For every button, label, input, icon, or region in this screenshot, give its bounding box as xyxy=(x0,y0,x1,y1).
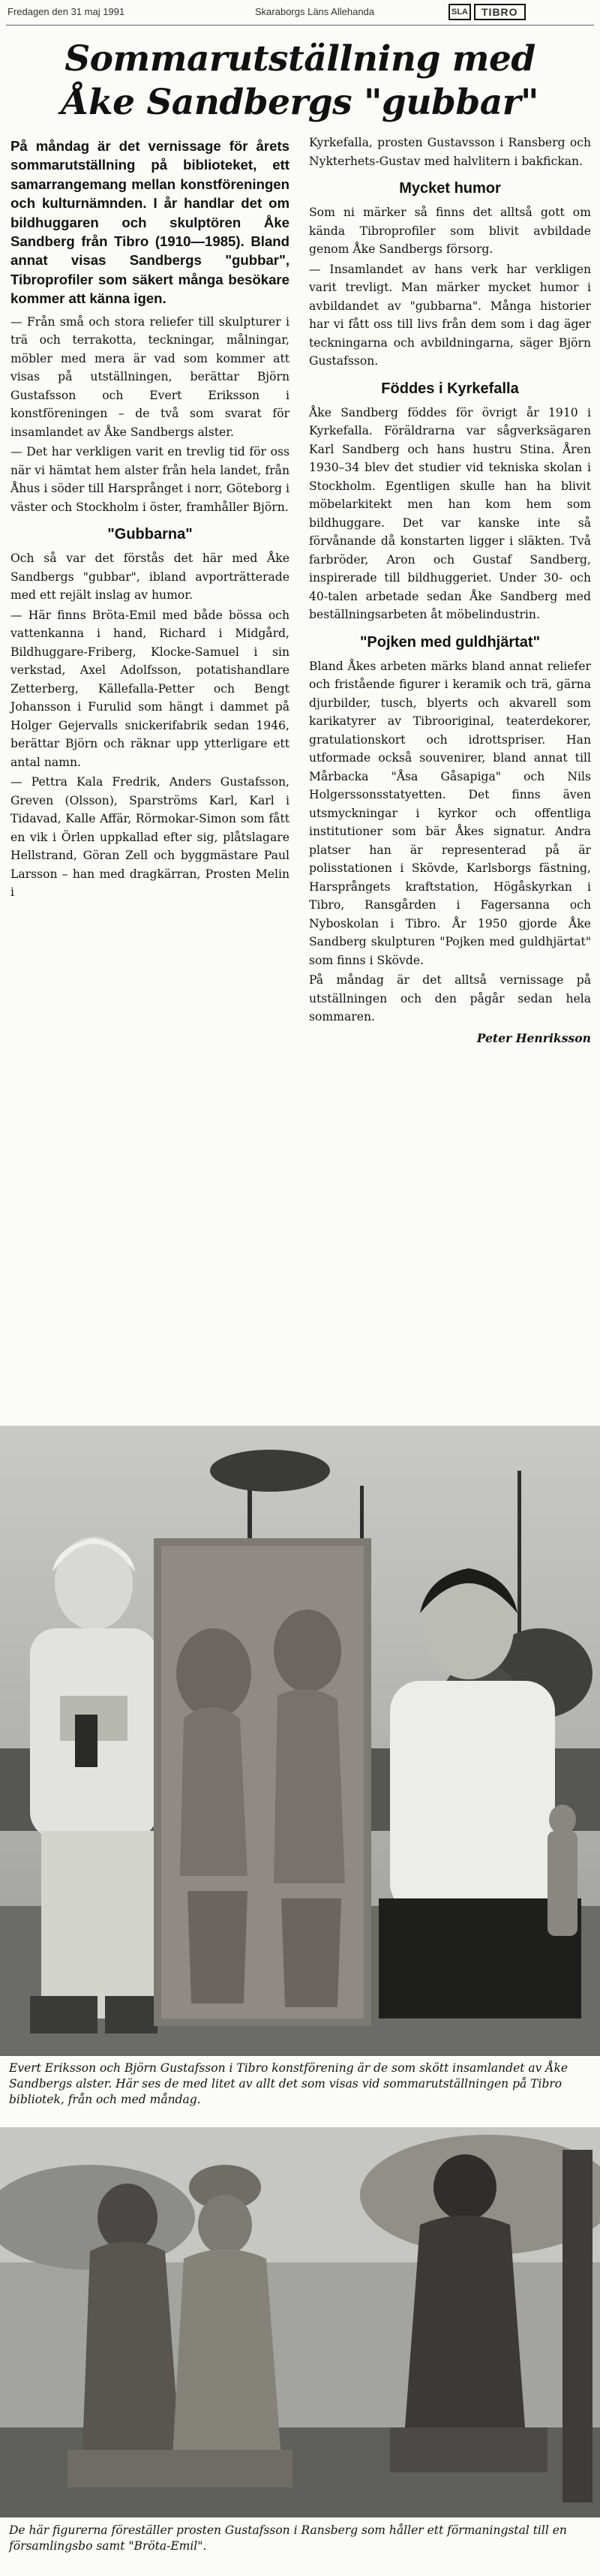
headline-line-1: Sommarutställning med xyxy=(64,38,536,80)
masthead-place: TIBRO xyxy=(474,4,526,20)
subheading-pojken-med-guldhjartat: "Pojken med guldhjärtat" xyxy=(359,633,541,651)
sla-logo-badge: SLA xyxy=(448,4,471,20)
photo-men-with-relief-image xyxy=(0,1426,600,2056)
author-signature: Peter Henriksson xyxy=(476,1030,591,1045)
subheading-gubbarna: "Gubbarna" xyxy=(107,526,193,543)
article-paragraph: Bland Åkes arbeten märks bland annat reliefer och fristående figurer i keramik och trä, gärna djurbilder, tusch, blyerts och akvarell som karikatyrer av Tibrooriginal, teaterdekorer, gratulationskort och idrottspriser. Han utformade också souvenirer, bland annat till Mårbacka "Åsa Gåsapiga" och Nils Holgerssonsstatyetten. Det finns även utsmyckningar i kyrkor och offentliga institutioner som bär Åkes signatur. Andra platser han är representerad på är polisstationen i Skövde, Karlsborgs fästning, Harsprångets kraftstation, Högåskyrkan i Tibro, Ransgården i Fagersanna och Nyboskolan i Tibro. År 1950 gjorde Åke Sandberg skulpturen "Pojken med guldhjärtat" som finns i Skövde. xyxy=(309,659,591,967)
article-paragraph: — Pettra Kala Fredrik, Anders Gustafsson, Greven (Olsson), Sparströms Karl, Karl i Tidavad, Kalle Affär, Rörmokar-Simon som fått en vik i Örlen uppkallad efter sig, plåtslagare Hellstrand, Göran Zell och byggmästare Paul Larsson – han med dragkärran, Prosten Melin i xyxy=(10,775,290,900)
article-paragraph: — Här finns Bröta-Emil med både bössa och vattenkanna i hand, Richard i Midgård, Bildhuggare-Friberg, Klocke-Samuel i sin verkstad, Axel Adolfsson, potatishandlare Zetterberg, Källefalla-Petter och Bengt Johansson i Furulid som hängt i dammet på Holger Gejervalls snickerifabrik sedan 1946, berättar Björn och räknar upp ytterligare ett antal namn. xyxy=(10,608,290,769)
headline-line-2: Åke Sandbergs "gubbar" xyxy=(62,82,538,123)
photo-men-with-relief xyxy=(0,1426,600,2056)
article-column-left xyxy=(10,134,290,903)
masthead-date: Fredagen den 31 maj 1991 xyxy=(8,6,125,17)
article-paragraph: Som ni märker så finns det alltså gott om kända Tibroprofiler som blivit avbildade genom Åke Sandbergs försorg. xyxy=(309,206,591,256)
article-paragraph: Åke Sandberg föddes för övrigt år 1910 i Kyrkefalla. Föräldrarna var sågverksägaren Karl Sandberg och hans hustru Stina. Åren 1930–34 blev det studier vid tekniska skolan i Stockholm. Egentligen skulle han ha blivit möbelarkitekt men han kom hem som bildhuggare. Det var kanske inte så förvånande då konstarten ligger i släkten. Två farbröder, Aron och Gustaf Sandberg, inspirerade till bildhuggeriet. Under 30- och 40-talen arbetade sedan Åke Sandberg med beställningsarbeten åt möbelindustrin. xyxy=(309,405,591,621)
article-paragraph: Kyrkefalla, prosten Gustavsson i Ransberg och Nykterhets-Gustav med halvlitern i bakfickan. xyxy=(309,136,591,168)
article-paragraph: — Insamlandet av hans verk har verkligen varit trevligt. Man märker mycket humor i avbildandet av "gubbarna". Många historier har vi fått oss till livs från dem som i dag äger teckningarna och avbildningarna, säger Björn Gustafsson. xyxy=(309,262,591,368)
subheading-foddes-i-kyrkefalla: Föddes i Kyrkefalla xyxy=(381,380,519,397)
headline xyxy=(0,38,600,125)
article-column-right xyxy=(309,134,591,1048)
masthead-paper-name: Skaraborgs Läns Allehanda xyxy=(255,6,375,17)
photo-caption-2: De här figurerna föreställer prosten Gustafsson i Ransberg som håller ett förmaningstal till en församlingsbo samt "Bröta-Emil". xyxy=(9,2523,567,2553)
article-lead: På måndag är det vernissage för årets sommarutställning på biblioteket, ett samarrangemang mellan konstföreningen och kulturnämnden. I år handlar det om bildhuggaren och skulptören Åke Sandberg från Tibro (1910—1985). Bland annat visas Sandbergs "gubbar", Tibroprofiler som säkert många besökare kommer att känna igen. xyxy=(10,138,290,307)
masthead-logo xyxy=(448,4,526,20)
photo-caption-1: Evert Eriksson och Björn Gustafsson i Tibro konstförening är de som skött insamlandet av Åke Sandbergs alster. Här ses de med litet av allt det som visas vid sommarutställningen på Tibro bibliotek, från och med måndag. xyxy=(9,2061,568,2106)
photo-figurines xyxy=(0,2127,600,2517)
masthead-divider xyxy=(6,25,594,26)
article-paragraph: — Från små och stora reliefer till skulpturer i trä och terrakotta, teckningar, målningar, möbler med mera är vad som kommer att visas på utställningen, berättar Björn Gustafsson och Evert Eriksson i konstföreningen – de två som svarat för insamlandet av Åke Sandbergs alster. xyxy=(10,314,290,439)
article-paragraph: Och så var det förstås det här med Åke Sandbergs "gubbar", ibland avporträtterade med ett rejält inslag av humor. xyxy=(10,552,290,603)
article-paragraph: — Det har verkligen varit en trevlig tid för oss när vi hämtat hem alster från hela landet, från Åhus i söder till Harsprånget i norr, Göteborg i väster och Stockholm i öster, framhåller Björn. xyxy=(10,445,290,514)
subheading-mycket-humor: Mycket humor xyxy=(399,180,501,197)
article-paragraph: På måndag är det alltså vernissage på utställningen och den pågår sedan hela sommaren. xyxy=(309,973,591,1023)
photo-figurines-image xyxy=(0,2127,600,2517)
masthead xyxy=(0,0,600,26)
